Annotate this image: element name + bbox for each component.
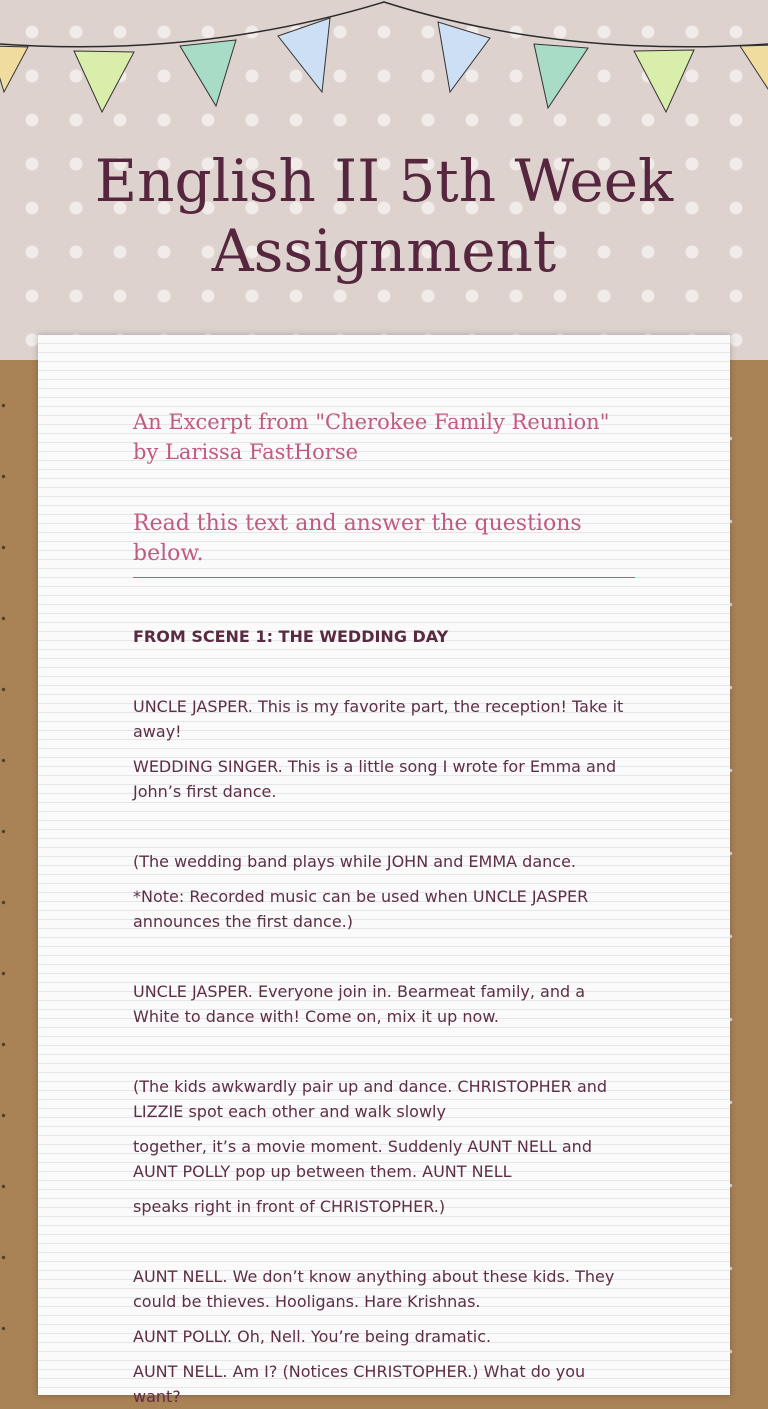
bunting-decoration [0, 0, 768, 130]
assignment-content [133, 407, 635, 1409]
header-banner [0, 0, 768, 360]
script-line: WEDDING SINGER. This is a little song I wrote for Emma and John’s first dance. [133, 757, 617, 801]
script-line: AUNT NELL. We don’t know anything about these kids. They could be thieves. Hooligans. Hare Krishnas. [133, 1267, 615, 1311]
stage-note: *Note: Recorded music can be used when UNCLE JASPER announces the first dance.) [133, 887, 589, 931]
excerpt-heading [133, 407, 635, 467]
excerpt-title: An Excerpt from "Cherokee Family Reunion" [133, 410, 610, 434]
stage-direction: (The kids awkwardly pair up and dance. CHRISTOPHER and LIZZIE spot each other and walk slowly [133, 1077, 608, 1121]
lined-paper-card [38, 335, 730, 1406]
page-title: English II 5th Week Assignment [94, 147, 674, 285]
stage-direction: speaks right in front of CHRISTOPHER.) [133, 1197, 446, 1216]
bunting-flags [0, 18, 768, 112]
stage-direction: together, it’s a movie moment. Suddenly AUNT NELL and AUNT POLLY pop up between them. AUNT NELL [133, 1137, 592, 1181]
instruction-text: Read this text and answer the questions below. [133, 509, 635, 578]
script-line: AUNT NELL. Am I? (Notices CHRISTOPHER.) What do you want? [133, 1362, 586, 1406]
script-line: UNCLE JASPER. Everyone join in. Bearmeat family, and a White to dance with! Come on, mix it up now. [133, 982, 586, 1026]
script-line: AUNT POLLY. Oh, Nell. You’re being dramatic. [133, 1327, 492, 1346]
script-line: UNCLE JASPER. This is my favorite part, the reception! Take it away! [133, 697, 624, 741]
excerpt-author: by Larissa FastHorse [133, 440, 359, 464]
scene-heading: FROM SCENE 1: THE WEDDING DAY [133, 627, 449, 646]
stage-direction: (The wedding band plays while JOHN and EMMA dance. [133, 852, 577, 871]
